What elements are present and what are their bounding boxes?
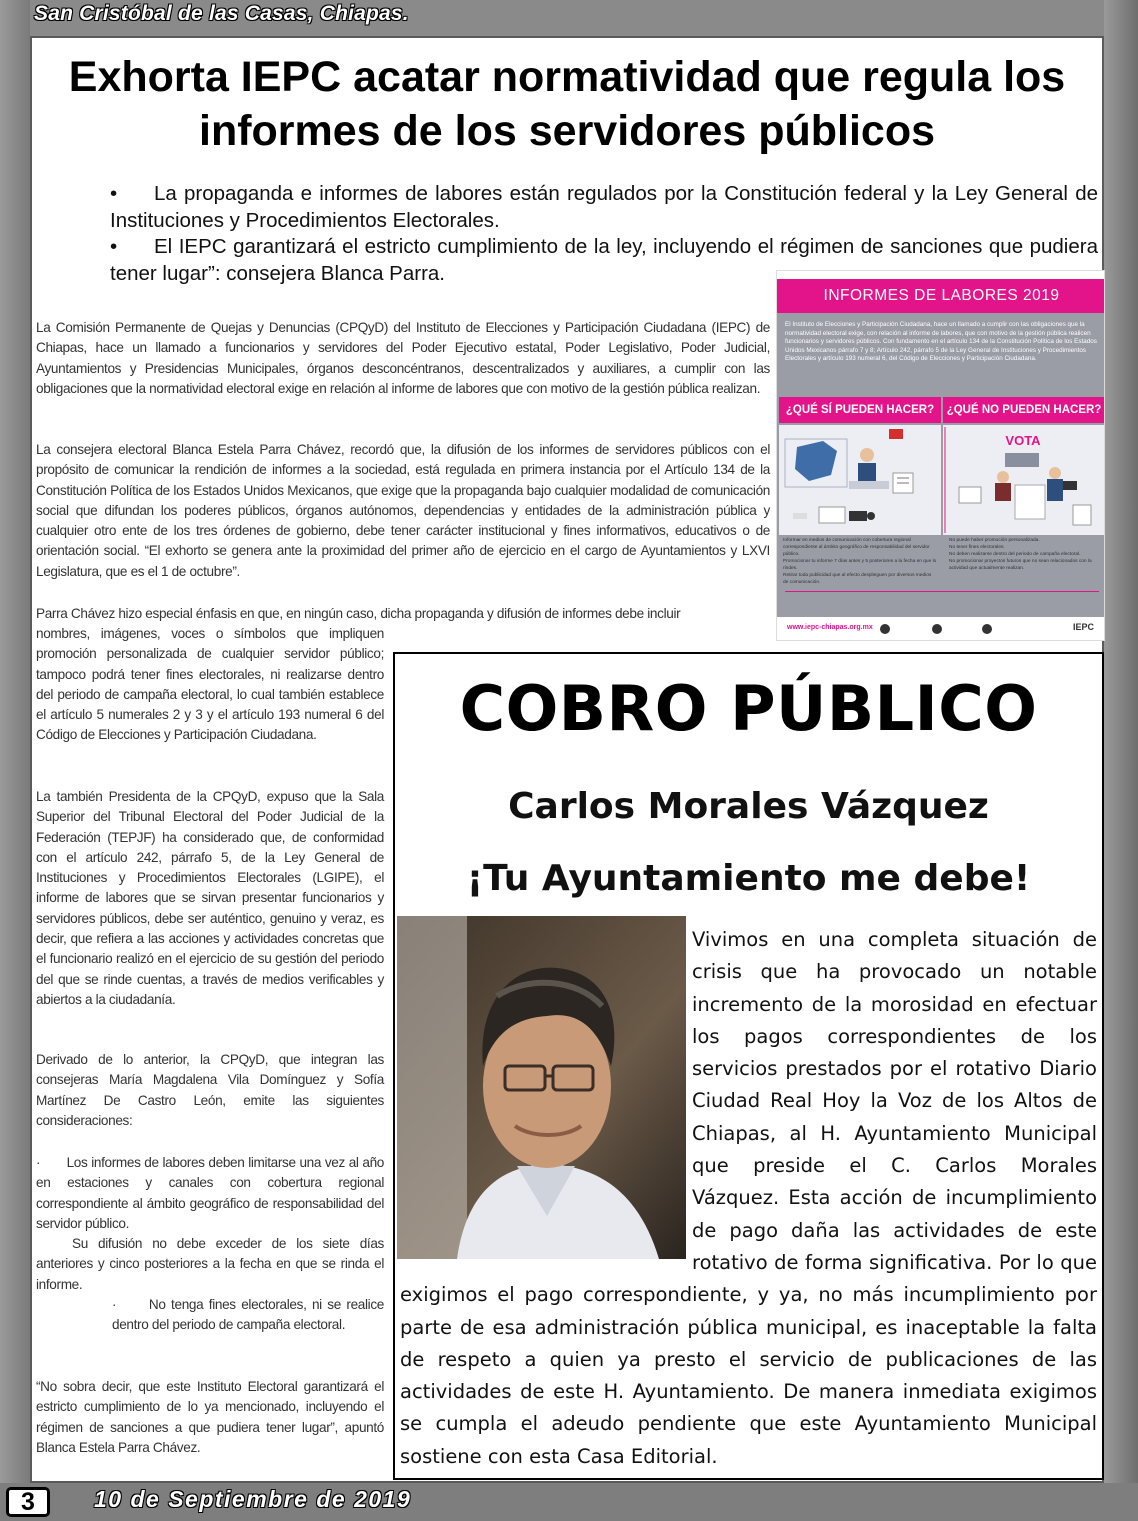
article-paragraph-4: La también Presidenta de la CPQyD, expuso que la Sala Superior del Tribunal Electoral del Poder Judicial de la Federación (TEPJF) ha considerado que, de conformidad con el artículo 242, párrafo 5, de la Ley General de Instituciones y Procedimientos Electorales (LGIPE), el informe de labores que se sirvan presentar funcionarios y servidores públicos, debe ser auténtico, genuino y veraz, es decir, que refiera a las acciones y actividades concretas que el funcionario realizó en el ejercicio de su gestión del periodo del que se rinde cuentas, a través de medios verificables y abiertos a la ciudadanía. xyxy=(36,789,384,1007)
bullet-dot-icon: • xyxy=(110,182,118,205)
consideration-item: · No tenga fines electorales, ni se realice dentro del periodo de campaña electoral. xyxy=(112,1297,385,1333)
bullet-dot-icon: • xyxy=(110,235,118,258)
infographic-footer xyxy=(777,617,1105,641)
infographic-title: INFORMES DE LABORES 2019 xyxy=(777,279,1105,313)
infographic-intro: El Instituto de Elecciones y Participación Ciudadana, hace un llamado a cumplir con las obligaciones que la normatividad electoral exige, con relación al informe de labores, que con motivo de la gestión pública realicen funcionarios y servidores públicos. Con fundamento en el artículo 134 de la Constitución Política de los Estados Unidos Mexicanos párrafo 7 y 8; Artículo 242, párrafo 5 de la Ley General de Instituciones y Procedimientos Electorales y artículo 193 numeral 6, del Código de Elecciones y Participación Ciudadana. xyxy=(785,321,1097,363)
ballot-booth-illustration-icon xyxy=(943,425,1105,535)
item-marker: · xyxy=(112,1297,117,1312)
infographic-cannot-list xyxy=(949,537,1099,572)
cobro-publico-notice xyxy=(393,652,1104,1480)
article-paragraph-3-first-line: Parra Chávez hizo especial énfasis en que, en ningún caso, dicha propaganda y difusión de informes debe incluir xyxy=(36,606,681,621)
infographic-cannot-do-heading: ¿QUÉ NO PUEDEN HACER? xyxy=(943,397,1105,423)
infographic-can-do-illustration xyxy=(779,425,941,535)
summary-bullet: • El IEPC garantizará el estricto cumplimiento de la ley, incluyendo el régimen de sanciones que pudiera tener lugar”: consejera Blanca Parra. xyxy=(110,235,1098,285)
article-paragraph-1: La Comisión Permanente de Quejas y Denuncias (CPQyD) del Instituto de Elecciones y Participación Ciudadana (IEPC) de Chiapas, hace un llamado a funcionarios y servidores del Poder Ejecutivo estatal, Poder Legislativo, Poder Judicial, Ayuntamientos y Presidencias Municipales, órganos desconcéntranos, descentralizados y auxiliares, a cumplir con las obligaciones que la normatividad electoral exige en relación al informe de labores que con motivo de la gestión pública realizan. xyxy=(36,320,770,396)
infographic-cannot-do-illustration xyxy=(943,425,1105,535)
consideration-item: · Los informes de labores deben limitarse una vez al año en estaciones y canales con cobertura regional correspondiente al ámbito geográfico de responsabilidad del servidor público. xyxy=(36,1155,384,1231)
consideration-item: Su difusión no debe exceder de los siete días anteriores y cinco posteriores a la fecha en que se rinda el informe. xyxy=(36,1236,384,1292)
infographic-divider xyxy=(785,591,1099,592)
notice-addressee: Carlos Morales Vázquez xyxy=(508,786,989,827)
item-marker: · xyxy=(36,1155,41,1170)
article-closing-quote: “No sobra decir, que este Instituto Electoral garantizará el estricto cumplimiento de lo ya mencionado, incluyendo el régimen de sanciones a que pudiera tener lugar”, apuntó Blanca Estela Parra Chávez. xyxy=(36,1379,384,1455)
article-paragraph-5: Derivado de lo anterior, la CPQyD, que integran las consejeras María Magdalena Vila Domínguez y Sofía Martínez De Castro León, emite las siguientes consideraciones: xyxy=(36,1052,384,1128)
infographic-cannot-item: No promocionar proyectos futuros que no sean relacionados con la actividad que actualmente realizan. xyxy=(949,559,1092,571)
iepc-logo: IEPC xyxy=(1072,622,1094,632)
left-frame-bar xyxy=(0,0,30,1521)
notice-slogan: ¡Tu Ayuntamiento me debe! xyxy=(466,858,1031,899)
article-headline: Exhorta IEPC acatar normatividad que regula los informes de los servidores públicos xyxy=(68,53,1066,155)
infographic-can-list xyxy=(783,537,937,586)
infographic-can-item: Informar en medios de comunicación con cobertura regional correspondiente al ámbito geográfico de responsabilidad del servidor público. xyxy=(783,538,930,557)
social-media-icons xyxy=(879,623,999,635)
right-frame-bar xyxy=(1104,0,1138,1521)
article-paragraph-3: nombres, imágenes, voces o símbolos que impliquen promoción personalizada de cualquier servidor público; tampoco podrá tener fines electorales, ni realizarse dentro del periodo de campaña electoral, lo cual también establece el artículo 5 numerales 2 y 3 y el artículo 193 numeral 6 del Código de Elecciones y Participación Ciudadana. xyxy=(36,626,384,743)
infographic-cannot-item: No deben realizarse dentro del periodo de campaña electoral. xyxy=(949,552,1081,557)
tv-studio-illustration-icon xyxy=(779,425,941,535)
infographic-url: www.iepc-chiapas.org.mx xyxy=(787,624,873,631)
article-paragraph-2: La consejera electoral Blanca Estela Parra Chávez, recordó que, la difusión de los informes de servidores públicos con el propósito de comunicar la rendición de informes a la sociedad, está regulada en primera instancia por el Artículo 134 de la Constitución Política de los Estados Unidos Mexicanos, que exige que la propaganda bajo cualquier modalidad de comunicación social que difundan los poderes públicos, órganos autónomos, dependencias y entidades de la administración pública y cualquier otro ente de los tres órdenes de gobierno, debe tener carácter institucional y fines informativos, educativos o de orientación social. “El exhorto se genera ante la proximidad del primer año de ejercicio en el cargo de Ayuntamientos y LXVI Legislatura, que es el 1 de octubre”. xyxy=(36,442,770,579)
infographic-can-item: Retirar toda publicidad que al efecto desplieguen por diversos medios de comunicación. xyxy=(783,573,932,585)
notice-body: Vivimos en una completa situación de crisis que ha provocado un notable incremento de la morosidad en efectuar los pagos correspondientes de los servicios prestados por el rotativo Diario Ciudad Real Hoy la Voz de los Altos de Chiapas, al H. Ayuntamiento Municipal que preside el C. Carlos Morales Vázquez. Esta acción de incumplimiento de pago daña las actividades de este rotativo de forma significativa. Por lo que exigimos el pago correspondiente, y ya, no más incumplimiento por parte de esa administración pública municipal, es inaceptable la falta de respeto a quien ya presto el servicio de publicaciones de las actividades de este H. Ayuntamiento. De manera inmediata exigimos se cumpla el adeudo pendiente que este Ayuntamiento Municipal sostiene con esta Casa Editorial. xyxy=(400,928,1097,1468)
summary-bullet: • La propaganda e informes de labores están regulados por la Constitución federal y la Ley General de Instituciones y Procedimientos Electorales. xyxy=(110,182,1098,232)
issue-date: 10 de Septiembre de 2019 xyxy=(94,1486,412,1512)
infographic-informes-de-labores xyxy=(776,270,1105,641)
notice-title: COBRO PÚBLICO xyxy=(459,672,1038,745)
infographic-can-do-heading: ¿QUÉ SÍ PUEDEN HACER? xyxy=(779,397,941,423)
infographic-cannot-item: No puede haber promoción personalizada. xyxy=(949,538,1040,543)
header-location: San Cristóbal de las Casas, Chiapas. xyxy=(34,2,409,25)
svg-text:VOTA: VOTA xyxy=(1005,433,1041,448)
infographic-cannot-item: No tener fines electorales. xyxy=(949,545,1005,550)
page-number-badge: 3 xyxy=(6,1487,50,1517)
infographic-can-item: Promocionar tu informe 7 días antes y 5 posteriores a la fecha en que lo rindes. xyxy=(783,559,937,571)
